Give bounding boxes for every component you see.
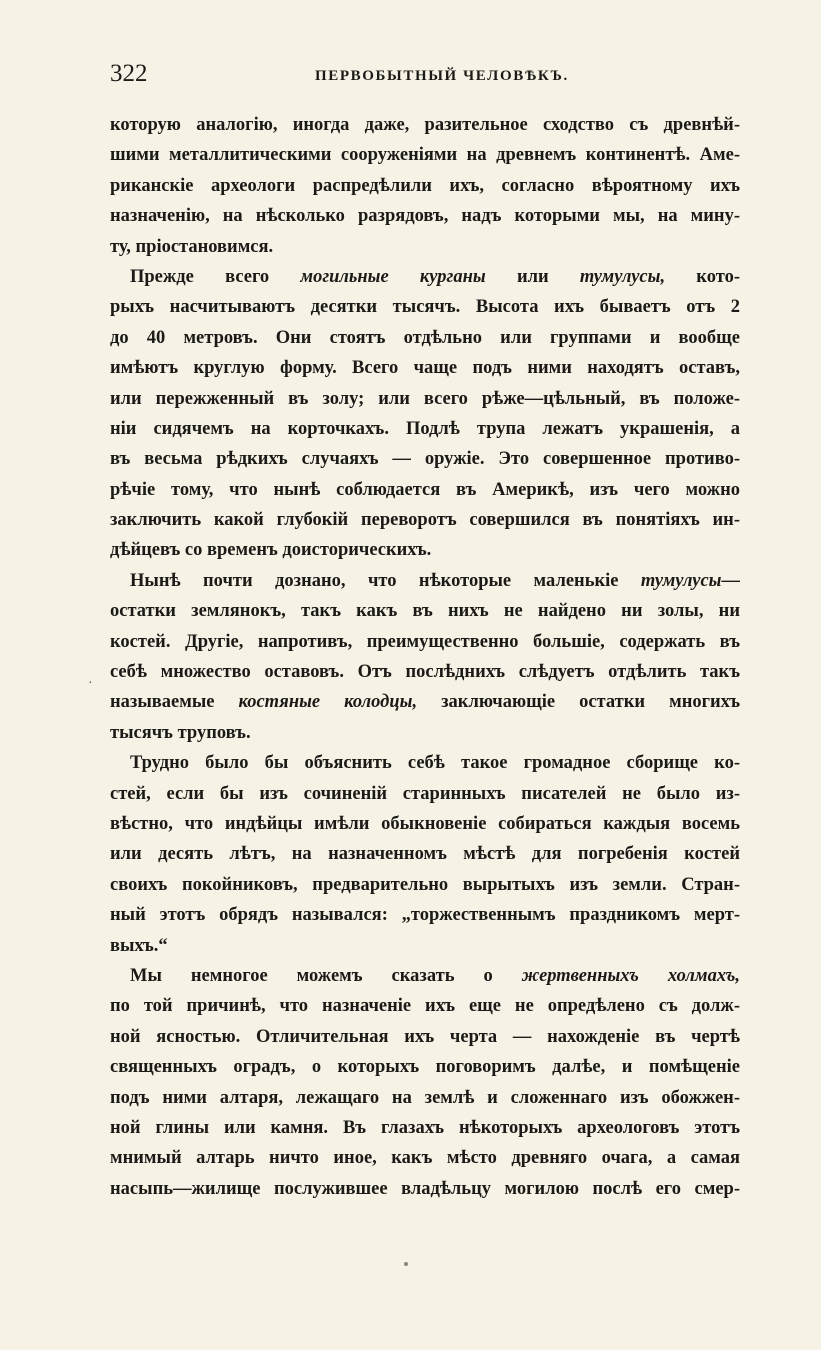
- text-line: или десять лѣтъ, на назначенномъ мѣстѣ для погребенія костей: [110, 844, 740, 865]
- page-header: [110, 60, 740, 100]
- text-line: стей, если бы изъ сочиненій старинныхъ писателей не было из-: [110, 783, 740, 804]
- text-line: Трудно было бы объяснить себѣ такое громадное сборище ко-: [130, 753, 740, 774]
- text-line: Мы немногое можемъ сказать о жертвенныхъ холмахъ,: [130, 965, 740, 986]
- text-line: своихъ покойниковъ, предварительно вырытыхъ изъ земли. Стран-: [110, 874, 740, 895]
- italic-term: костяные колодцы,: [238, 692, 418, 713]
- text-line: ный этотъ обрядъ назывался: „торжественнымъ праздникомъ мерт-: [110, 905, 740, 926]
- print-speck: [404, 1262, 408, 1266]
- text-line: дѣйцевъ со временъ доисторическихъ.: [110, 540, 432, 561]
- text-line: называемые костяные колодцы, заключающіе остатки многихъ: [110, 692, 740, 713]
- text-line: Нынѣ почти дознано, что нѣкоторые маленькіе тумулусы—: [130, 570, 740, 591]
- text-line: риканскіе археологи распредѣлили ихъ, согласно вѣроятному ихъ: [110, 175, 740, 196]
- text-line: назначенію, на нѣсколько разрядовъ, надъ которыми мы, на мину-: [110, 206, 740, 227]
- text-line: остатки землянокъ, такъ какъ въ нихъ не найдено ни золы, ни: [110, 601, 740, 622]
- text-line: костей. Другіе, напротивъ, преимущественно большіе, содержать въ: [110, 631, 740, 652]
- text-line: по той причинѣ, что назначеніе ихъ еще не опредѣлено съ долж-: [110, 996, 740, 1017]
- text-line: себѣ множество оставовъ. Отъ послѣднихъ слѣдуетъ отдѣлить такъ: [110, 662, 740, 683]
- text-line: рѣчіе тому, что нынѣ соблюдается въ Америкѣ, изъ чего можно: [110, 479, 740, 500]
- italic-term: могильные курганы: [300, 266, 486, 287]
- text-line: ніи сидячемъ на корточкахъ. Подлѣ трупа лежатъ украшенія, а: [110, 418, 740, 439]
- running-title: ПЕРВОБЫТНЫЙ ЧЕЛОВѢКЪ.: [315, 68, 569, 84]
- page-number: 322: [110, 60, 148, 87]
- body-text: [110, 110, 740, 1204]
- text-line: вѣстно, что индѣйцы имѣли обыкновеніе собираться каждыя восемь: [110, 813, 740, 834]
- text-line: ту, пріостановимся.: [110, 236, 274, 257]
- text-line: которую аналогію, иногда даже, разительное сходство съ древнѣй-: [110, 115, 740, 135]
- text-line: въ весьма рѣдкихъ случаяхъ — оружіе. Это совершенное противо-: [110, 449, 740, 470]
- text-line: или пережженный въ золу; или всего рѣже—цѣльный, въ положе-: [110, 388, 740, 409]
- text-line: до 40 метровъ. Они стоятъ отдѣльно или группами и вообще: [110, 327, 740, 348]
- italic-term: тумулусы: [640, 570, 722, 591]
- text-line: выхъ.“: [110, 935, 168, 956]
- text-line: священныхъ оградъ, о которыхъ поговоримъ далѣе, и помѣщеніе: [110, 1057, 740, 1078]
- italic-term: жертвенныхъ холмахъ,: [521, 965, 740, 986]
- text-line: имѣютъ круглую форму. Всего чаще подъ ними находятъ оставъ,: [110, 358, 740, 379]
- text-line: мнимый алтарь ничто иное, какъ мѣсто древняго очага, а самая: [110, 1148, 740, 1169]
- text-line: подъ ними алтаря, лежащаго на землѣ и сложеннаго изъ обожжен-: [110, 1087, 740, 1108]
- text-line: ной ясностью. Отличительная ихъ черта — нахожденіе въ чертѣ: [110, 1026, 740, 1047]
- text-line: насыпь—жилище послужившее владѣльцу могилою послѣ его смер-: [110, 1178, 740, 1199]
- italic-term: тумулусы,: [579, 266, 666, 287]
- text-line: рыхъ насчитываютъ десятки тысячъ. Высота ихъ бываетъ отъ 2: [110, 297, 740, 318]
- text-line: заключить какой глубокій переворотъ совершился въ понятіяхъ ин-: [110, 510, 740, 531]
- text-line: шими металлитическими сооруженіями на древнемъ континентѣ. Аме-: [110, 145, 740, 166]
- margin-mark: ·: [88, 676, 93, 691]
- text-line: тысячъ труповъ.: [110, 722, 251, 743]
- text-line: Прежде всего могильные курганы или тумулусы, кото-: [130, 266, 740, 287]
- text-line: ной глины или камня. Въ глазахъ нѣкоторыхъ археологовъ этотъ: [110, 1117, 740, 1138]
